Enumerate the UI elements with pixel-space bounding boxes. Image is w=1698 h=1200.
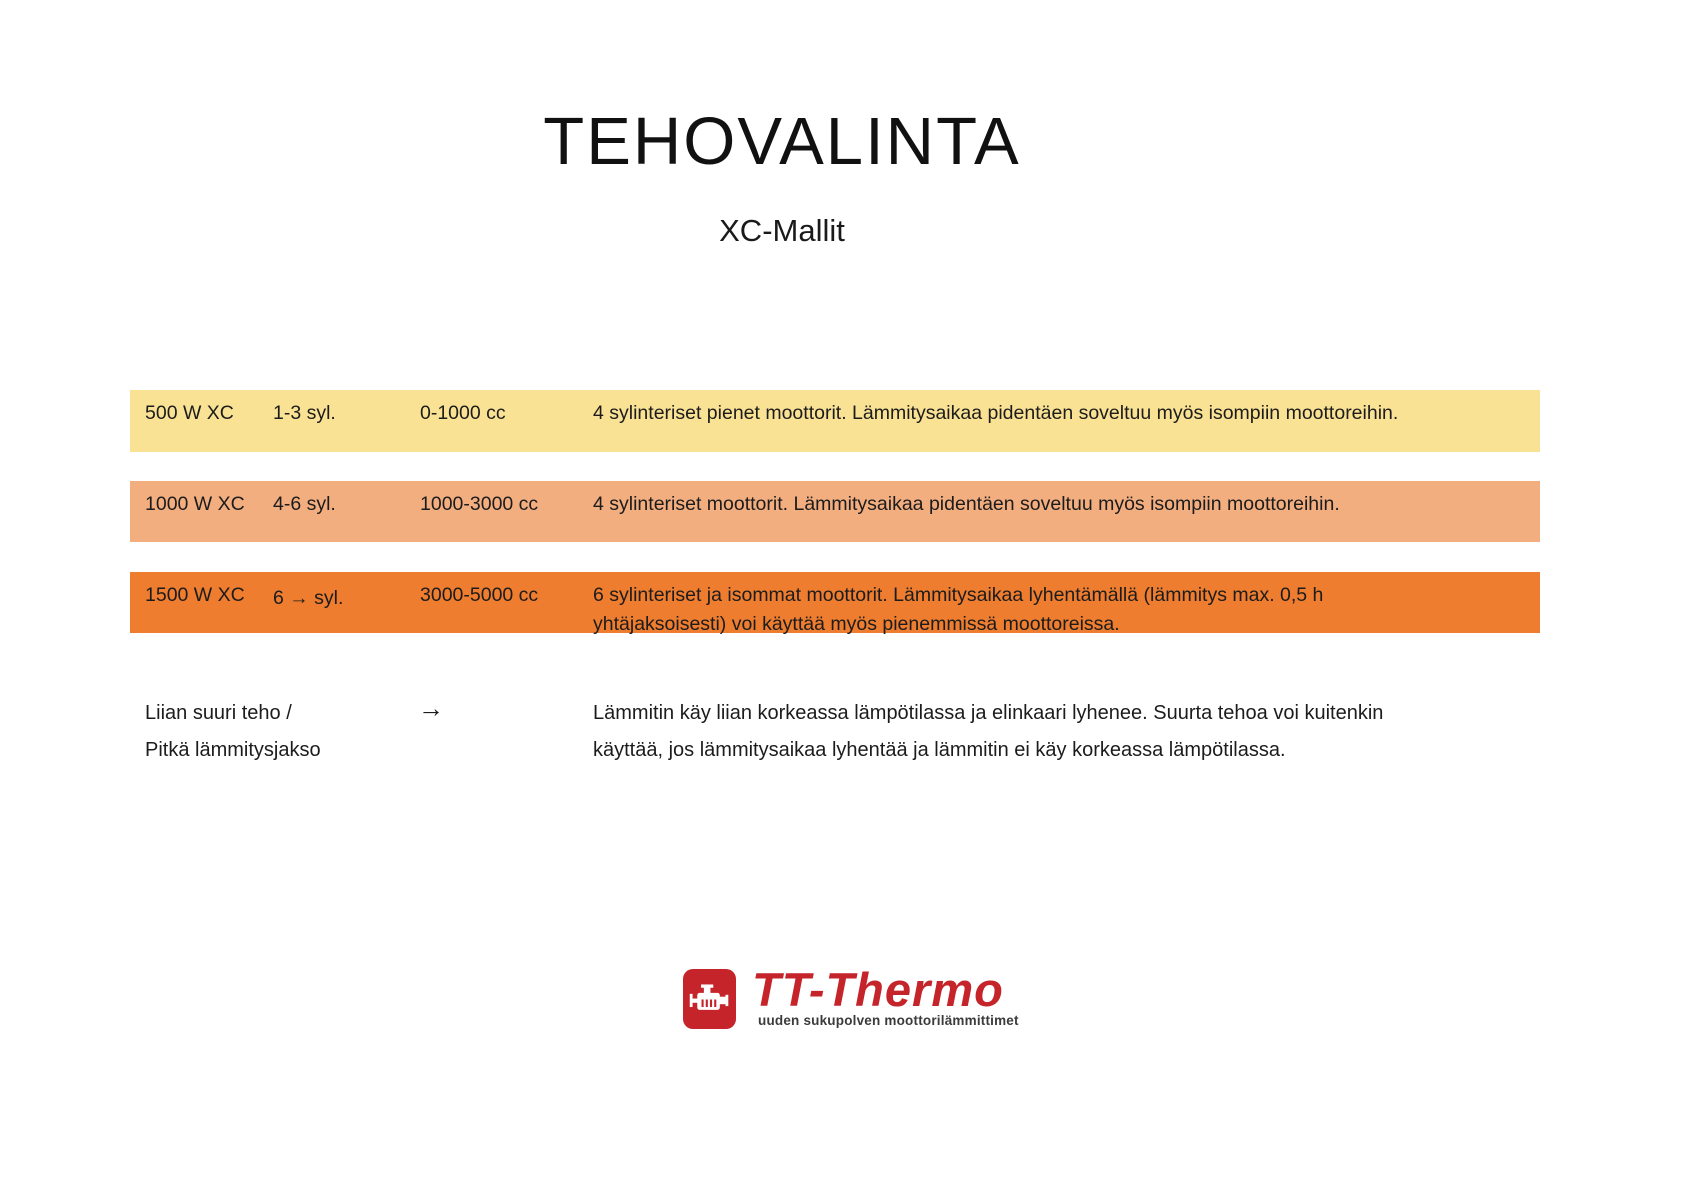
displacement-cell: 0-1000 cc [420,402,506,424]
logo-brand-text: TT-Thermo [752,963,1004,1016]
model-cell: 500 W XC [145,402,234,424]
note-label-line2: Pitkä lämmitysjakso [145,739,321,761]
description-cell: 4 sylinteriset pienet moottorit. Lämmitysaikaa pidentäen soveltuu myös isompiin moottoreihin. [593,402,1399,424]
description-cell: 6 sylinteriset ja isommat moottorit. Lämmitysaikaa lyhentämällä (lämmitys max. 0,5 h yhtäjaksoisesti) voi käyttää myös pienemmissä moottoreissa. [593,584,1324,635]
model-cell: 1000 W XC [145,493,245,515]
note-label [145,695,321,769]
cylinders-cell: 6 → syl. [273,587,344,609]
description-cell: 4 sylinteriset moottorit. Lämmitysaikaa pidentäen soveltuu myös isompiin moottoreihin. [593,493,1340,515]
table-row-500w [130,390,1540,452]
model-cell: 1500 W XC [145,584,245,606]
right-arrow-icon: → [418,693,444,723]
engine-icon [683,969,736,1029]
cylinders-cell: 1-3 syl. [273,402,336,424]
note-label-line1: Liian suuri teho / [145,702,292,724]
cylinders-cell: 4-6 syl. [273,493,336,515]
displacement-cell: 3000-5000 cc [420,584,539,606]
table-row-1000w [130,481,1540,542]
page-subtitle: XC-Mallit [719,213,845,248]
note-text: Lämmitin käy liian korkeassa lämpötilassa ja elinkaari lyhenee. Suurta tehoa voi kuitenkin käyttää, jos lämmitysaikaa lyhentää ja lämmitin ei käy korkeassa lämpötilassa. [593,702,1384,761]
logo-tagline: uuden sukupolven moottorilämmittimet [758,1013,1019,1028]
displacement-cell: 1000-3000 cc [420,493,539,515]
table-row-1500w [130,572,1540,633]
page-title: TEHOVALINTA [543,104,1021,179]
